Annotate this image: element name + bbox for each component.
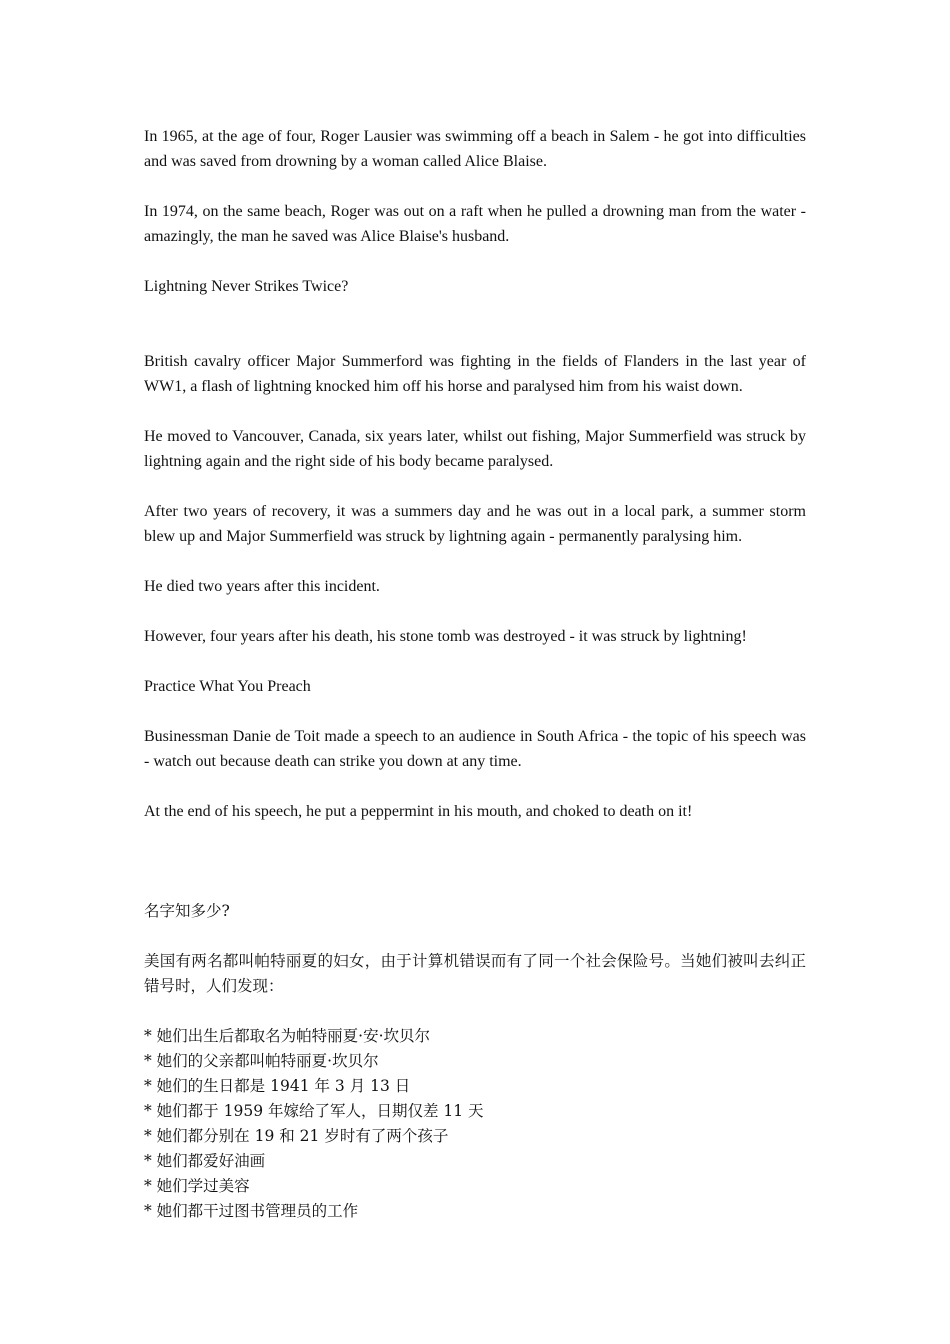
heading-lightning: Lightning Never Strikes Twice? — [144, 278, 349, 295]
document-page — [144, 124, 806, 1224]
list-item: * 她们都于 1959 年嫁给了军人，日期仅差 11 天 — [144, 1102, 484, 1120]
paragraph-roger-1974: In 1974, on the same beach, Roger was out on a raft when he pulled a drowning man from the water - amazingly, the man he saved was Alice Blaise's husband. — [144, 203, 806, 245]
list-item: * 她们的父亲都叫帕特丽夏·坎贝尔 — [144, 1052, 379, 1070]
paragraph-summerfield-park: After two years of recovery, it was a summers day and he was out in a local park, a summer storm blew up and Major Summerfield was struck by lightning again - permanently paralysing him. — [144, 503, 806, 545]
paragraph-de-toit-peppermint: At the end of his speech, he put a peppermint in his mouth, and choked to death on it! — [144, 803, 693, 820]
spacer — [144, 849, 806, 899]
paragraph-names-intro: 美国有两名都叫帕特丽夏的妇女，由于计算机错误而有了同一个社会保险号。当她们被叫去纠正错号时，人们发现： — [144, 952, 806, 995]
list-item: * 她们学过美容 — [144, 1177, 250, 1195]
list-item: * 她们都干过图书管理员的工作 — [144, 1202, 359, 1220]
paragraph-de-toit-speech: Businessman Danie de Toit made a speech to an audience in South Africa - the topic of his speech was - watch out because death can strike you down at any time. — [144, 728, 806, 770]
heading-names: 名字知多少? — [144, 902, 230, 920]
paragraph-summerfield-vancouver: He moved to Vancouver, Canada, six years later, whilst out fishing, Major Summerfield was struck by lightning again and the right side of his body became paralysed. — [144, 428, 806, 470]
paragraph-summerfield-tomb: However, four years after his death, his stone tomb was destroyed - it was struck by lightning! — [144, 628, 747, 645]
spacer — [144, 324, 806, 349]
findings-list — [144, 1024, 806, 1224]
paragraph-summerford-ww1: British cavalry officer Major Summerford was fighting in the fields of Flanders in the last year of WW1, a flash of lightning knocked him off his horse and paralysed him from his waist down. — [144, 353, 806, 395]
list-item: * 她们出生后都取名为帕特丽夏·安·坎贝尔 — [144, 1027, 431, 1045]
list-item: * 她们都分别在 19 和 21 岁时有了两个孩子 — [144, 1127, 449, 1145]
paragraph-summerfield-died: He died two years after this incident. — [144, 578, 380, 595]
list-item: * 她们的生日都是 1941 年 3 月 13 日 — [144, 1077, 411, 1095]
list-item: * 她们都爱好油画 — [144, 1152, 266, 1170]
heading-practice: Practice What You Preach — [144, 678, 311, 695]
paragraph-roger-1965: In 1965, at the age of four, Roger Lausier was swimming off a beach in Salem - he got into difficulties and was saved from drowning by a woman called Alice Blaise. — [144, 128, 806, 170]
